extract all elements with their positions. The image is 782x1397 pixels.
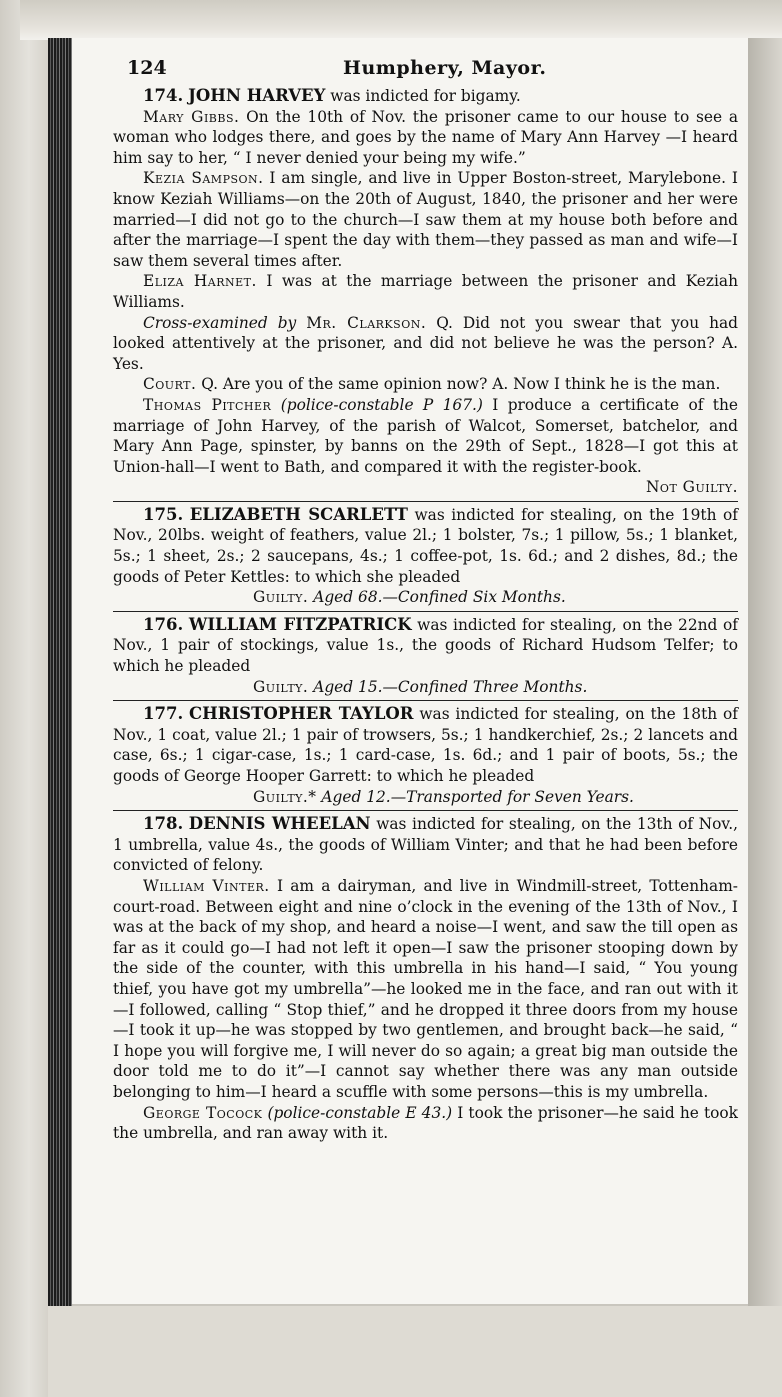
verdict-sentence: Guilty. Aged 15.—Confined Three Months. xyxy=(253,677,588,696)
scan-left-margin xyxy=(0,0,48,1397)
court-question: Court. Q. Are you of the same opinion now? A. Now I think he is the man. xyxy=(143,375,721,394)
testimony-paragraph: Kezia Sampson. I am single, and live in Upper Boston-street, Marylebone. I know Keziah Williams—on the 20th of August, 1840, the prisoner and her were married—I did not go to the church—I saw them at my house both before and after the marriage—I spent the day with them—they passed as man and wife—I saw them several times after. xyxy=(113,169,738,270)
counsel-name: Mr. Clarkson. xyxy=(306,313,427,332)
defendant-name: WILLIAM FITZPATRICK xyxy=(188,614,412,634)
page-number: 124 xyxy=(127,57,167,79)
section-divider xyxy=(113,501,738,502)
defendant-name: JOHN HARVEY xyxy=(188,86,326,105)
case-178 xyxy=(113,814,738,1144)
testimony-paragraph: George Tocock (police-constable E 43.) I took the prisoner—he said he took the umbrella, and ran away with it. xyxy=(113,1103,738,1143)
testimony-paragraph: Mary Gibbs. On the 10th of Nov. the prisoner came to our house to see a woman who lodges there, and goes by the name of Mary Ann Harvey —I heard him say to her, “ I never denied your being my wife.” xyxy=(113,107,738,167)
verdict-sentence: Guilty.* Aged 12.—Transported for Seven Years. xyxy=(253,787,634,806)
scan-top-edge xyxy=(20,0,782,40)
case-heading: 175. ELIZABETH SCARLETT was indicted for stealing, on the 19th of Nov., 20lbs. weight of feathers, value 2l.; 1 bolster, 7s.; 1 pillow, 5s.; 1 blanket, 5s.; 1 sheet, 2s.; 2 saucepans, 4s.; 1 coffee-pot, 1s. 6d.; and 2 dishes, 8d.; the goods of Peter Kettles: to which she pleaded xyxy=(113,504,738,586)
testimony-paragraph: Eliza Harnet. I was at the marriage between the prisoner and Keziah Williams. xyxy=(113,272,738,311)
testimony-paragraph: William Vinter. I am a dairyman, and live in Windmill-street, Tottenham-court-road. Between eight and nine o’clock in the evening of the 13th of Nov., I was at the back of my shop, and heard a noise—I went, and saw the till open as far as it could go—I had not left it open—I saw the prisoner stooping down by the side of the counter, with this umbrella in his hand—I said, “ You young thief, you have got my umbrella”—he looked me in the face, and ran out with it—I followed, calling “ Stop thief,” and he dropped it three doors from my house—I took it up—he was stopped by two gentlemen, and brought back—he said, “ I hope you will forgive me, I will never do so again; a great big man outside the door told me to do it”—I cannot say whether there was any man outside belonging to him—I heard a scuffle with some persons—this is my umbrella. xyxy=(113,876,738,1101)
book-spine-binding xyxy=(48,38,72,1306)
case-heading: 176. WILLIAM FITZPATRICK was indicted for stealing, on the 22nd of Nov., 1 pair of stockings, value 1s., the goods of Richard Hudsom Telfer; to which he pleaded xyxy=(113,614,738,676)
witness-name: Thomas Pitcher xyxy=(143,395,272,414)
witness-name: Kezia Sampson. xyxy=(143,169,264,188)
page-edge-shadow xyxy=(748,38,782,1306)
section-divider xyxy=(113,611,738,612)
running-header xyxy=(113,58,738,86)
section-divider xyxy=(113,700,738,701)
witness-name: George Tocock xyxy=(143,1103,263,1122)
verdict: Not Guilty. xyxy=(645,478,738,497)
case-176 xyxy=(113,615,738,697)
defendant-name: DENNIS WHEELAN xyxy=(188,814,371,834)
testimony-paragraph: Thomas Pitcher (police-constable P 167.) I produce a certificate of the marriage of John Harvey, of the parish of Walcot, Somerset, batchelor, and Mary Ann Page, spinster, by banns on the 29th of Sept., 1828—I got this at Union-hall—I went to Bath, and compared it with the register-book. xyxy=(113,395,738,476)
case-heading: 174. JOHN HARVEY was indicted for bigamy. xyxy=(143,86,521,105)
running-title: Humphery, Mayor. xyxy=(343,57,547,79)
page-text-block xyxy=(113,58,738,1144)
cross-examination: Cross-examined by Mr. Clarkson. Q. Did not you swear that you had looked attentively at the prisoner, and did not believe he was the person? A. Yes. xyxy=(113,313,739,373)
section-divider xyxy=(113,810,738,811)
case-heading: 177. CHRISTOPHER TAYLOR was indicted for stealing, on the 18th of Nov., 1 coat, value 2l.; 1 pair of trowsers, 5s.; 1 handkerchief, 2s.; 2 lancets and case, 6s.; 1 cigar-case, 1s.; 1 card-case, 1s. 6d.; and 1 pair of boots, 5s.; the goods of George Hooper Garrett: to which he pleaded xyxy=(113,704,738,785)
case-175 xyxy=(113,505,738,608)
case-heading: 178. DENNIS WHEELAN was indicted for stealing, on the 13th of Nov., 1 umbrella, value 4s., the goods of William Vinter; and that he had been before convicted of felony. xyxy=(113,814,738,875)
defendant-name: CHRISTOPHER TAYLOR xyxy=(189,704,414,724)
defendant-name: ELIZABETH SCARLETT xyxy=(189,504,408,524)
witness-name: William Vinter. xyxy=(143,876,270,895)
witness-name: Eliza Harnet. xyxy=(143,272,257,291)
case-177 xyxy=(113,704,738,807)
witness-name: Mary Gibbs. xyxy=(143,107,240,126)
verdict-sentence: Guilty. Aged 68.—Confined Six Months. xyxy=(253,588,566,607)
case-174 xyxy=(113,86,738,498)
